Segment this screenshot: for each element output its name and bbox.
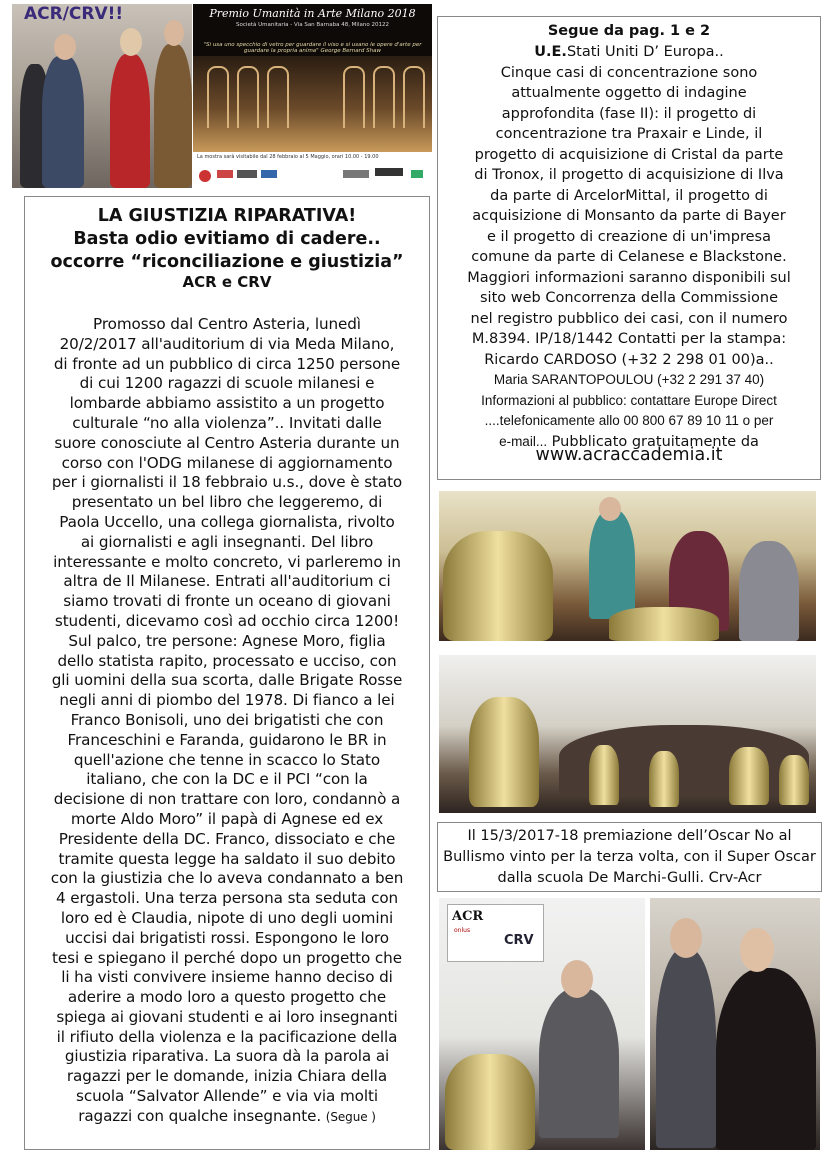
photo-caption-box [437, 822, 822, 892]
segue-label: (Segue ) [325, 1109, 376, 1124]
body-line: tramite questa legge ha saldato il suo debito [58, 849, 396, 868]
photo-award-ceremony-1 [439, 491, 816, 641]
body-line: altra de Il Milanese. Entrati all'auditorium ci [63, 572, 391, 591]
body-line: lombarde abbiamo assistito a un progetto [69, 394, 385, 413]
body-line: di fronte ad un pubblico di circa 1250 persone [53, 354, 401, 373]
ue-line: approfondita (fase II): il progetto di [501, 105, 757, 122]
person-figure [539, 988, 619, 1138]
body-line: Franceschini e Faranda, guidarono le BR in [67, 730, 387, 749]
website-link[interactable]: www.acraccademia.it [535, 445, 723, 465]
body-line: quell'azione che tenne in scacco lo Stato [73, 750, 381, 769]
person-figure [716, 968, 816, 1150]
body-line: ragazzi per le domande, inizia Chiara della [66, 1067, 388, 1086]
body-line: italiano, che con la DC e il PCI “con la [86, 770, 368, 789]
body-line: di cui 1200 ragazzi di scuole milanesi e [79, 374, 375, 393]
article-body [33, 315, 421, 1128]
ue-small-line: ....telefonicamente allo 00 800 67 89 10 11 o per [484, 413, 774, 428]
logo-onlus-text: onlus [454, 927, 471, 934]
body-line: Promosso dal Centro Asteria, lunedì [93, 315, 361, 333]
person-head [120, 28, 142, 56]
ue-line: comune da parte di Celanese e Blackstone. [471, 249, 787, 265]
ue-line: Maggiori informazioni saranno disponibili sul [467, 269, 791, 286]
trophy [729, 747, 769, 805]
poster-title: Premio Umanità in Arte Milano 2018 [209, 7, 416, 20]
ue-line: nel registro pubblico dei casi, con il numero [470, 310, 788, 327]
body-line: ragazzi con qualche insegnante. [78, 1106, 322, 1125]
person-figure [154, 44, 192, 188]
person-figure [42, 56, 84, 188]
trophy [445, 1054, 535, 1150]
body-line: con la giustizia che lo aveva condannato a ben [50, 869, 404, 888]
body-line: Sul palco, tre persone: Agnese Moro, figlia [68, 631, 386, 650]
ue-line: acquisizione di Monsanto da parte di Bayer [472, 208, 786, 224]
body-line: corso con l'ODG milanese di aggiornamento [61, 453, 393, 472]
article-giustizia-riparativa [24, 196, 430, 1150]
body-line: dello statista rapito, processato e ucciso, con [57, 651, 397, 670]
body-line: Paola Uccello, una collega giornalista, rivolto [59, 512, 395, 531]
ue-line: da parte di ArcelorMittal, il progetto di [490, 187, 768, 204]
ue-line: Ricardo CARDOSO (+32 2 298 01 00)a.. [484, 351, 774, 368]
body-line: 20/2/2017 all'auditorium di via Meda Milano, [59, 334, 395, 353]
body-line-last [33, 1107, 421, 1128]
sponsor-logo [411, 170, 423, 178]
ue-email: e-mail... [499, 433, 548, 449]
person-figure [589, 509, 635, 619]
body-line: scuola “Salvator Allende” e via via molti [76, 1087, 378, 1106]
body-line: giustizia riparativa. La suora dà la parola ai [64, 1047, 390, 1066]
body-line: siamo trovati di fronte un oceano di giovani [63, 592, 391, 611]
person-figure [110, 54, 150, 188]
acr-crv-logo [447, 904, 544, 962]
trophy [609, 607, 719, 641]
body-line: tesi e spiegano il perché dopo un progetto che [52, 948, 402, 967]
body-line: culturale “no alla violenza”.. Invitati dalle [72, 413, 382, 432]
article-title-line: occorre “riconciliazione e giustizia” [50, 252, 404, 272]
person-figure [656, 948, 716, 1148]
ue-rest: Stati Uniti D’ Europa.. [566, 44, 724, 60]
body-line: suore conosciute al Centro Asteria durante un [54, 433, 400, 452]
ue-small-line: Maria SARANTOPOULOU (+32 2 291 37 40) [493, 372, 765, 387]
sponsor-logo [217, 170, 233, 178]
body-line: morte Aldo Moro” il papà di Agnese ed ex [70, 809, 384, 828]
person-head [561, 960, 593, 998]
poster-quote: "Si usa uno specchio di vetro per guardare il viso e si usano le opere d'arte per guardare la propria anima" George Bernard Shaw [203, 42, 422, 54]
logo-acr-text: ACR [452, 909, 484, 924]
photo-speaker-woman [650, 898, 820, 1150]
poster-dates: La mostra sarà visitabile dal 28 febbraio al 5 Maggio, orari 10.00 - 19.00 [197, 154, 379, 160]
logo-crv-text: CRV [504, 933, 534, 948]
body-line: ai giornalisti e agli insegnanti. Del libro [80, 532, 374, 551]
trophy [649, 751, 679, 807]
body-line: Franco Bonisoli, uno dei brigatisti che con [70, 710, 384, 729]
trophy [443, 531, 553, 641]
body-line: il rifiuto della violenza e la pacificazione della [56, 1027, 398, 1046]
ue-line: Cinque casi di concentrazione sono [500, 64, 758, 81]
body-line: spiega ai giovani studenti e ai loro insegnanti [56, 1007, 398, 1026]
photo-award-group [12, 4, 192, 188]
ue-line: attualmente oggetto di indagine [511, 85, 747, 101]
ue-bold: U.E. [534, 44, 567, 60]
ue-line: e il progetto di creazione di un'impresa [487, 228, 771, 245]
person-figure [739, 541, 799, 641]
trophy [469, 697, 539, 807]
ue-body [444, 42, 814, 452]
body-line: 4 ergastoli. Una terza persona sta seduta con [55, 889, 399, 908]
photo-label: ACR/CRV!! [24, 4, 124, 24]
body-line: Presidente della DC. Franco, dissociato e che [58, 829, 396, 848]
article-title-line: Basta odio evitiamo di cadere.. [73, 229, 381, 249]
person-head [54, 34, 76, 60]
body-line: negli anni di piombo del 1978. Di fianco a lei [59, 691, 395, 710]
ue-line: M.8394. IP/18/1442 Contatti per la stampa: [471, 331, 787, 347]
person-head [164, 20, 184, 46]
body-line: per i giornalisti il 18 febbraio u.s., dove è stato [51, 473, 403, 492]
person-head [599, 497, 621, 521]
continued-header: Segue da pag. 1 e 2 [547, 23, 711, 39]
sponsor-logo [375, 168, 403, 176]
trophy [779, 755, 809, 805]
sponsor-logo [261, 170, 277, 178]
exhibition-poster [193, 4, 432, 188]
body-line: studenti, dicevamo così ad occhio circa 1200! [54, 611, 400, 630]
body-line: decisione di non trattare con loro, condannò a [53, 790, 401, 809]
ue-small-line: Informazioni al pubblico: contattare Europe Direct [481, 392, 777, 408]
body-line: gli uomini della sua scorta, dalle Brigate Rosse [51, 671, 403, 690]
body-line: aderire a modo loro a questo progetto che [67, 988, 387, 1007]
sponsor-logo [237, 170, 257, 178]
ue-title-line [444, 42, 814, 63]
sponsor-logo [199, 170, 211, 182]
sponsor-logo [343, 170, 369, 178]
body-line: interessante e molto concreto, vi parleremo in [53, 552, 401, 571]
article-byline: ACR e CRV [182, 273, 272, 291]
ue-line: di Tronox, il progetto di acquisizione di Ilva [474, 167, 784, 183]
ue-line: concentrazione tra Praxair e Linde, il [495, 126, 763, 142]
article-ue-concentrazioni [437, 16, 821, 480]
trophy [589, 745, 619, 805]
article-title-line: LA GIUSTIZIA RIPARATIVA! [97, 206, 357, 226]
ue-line: sito web Concorrenza della Commissione [479, 290, 778, 306]
photo-award-ceremony-2 [439, 655, 816, 813]
photo-caption: Il 15/3/2017-18 premiazione dell’Oscar No al Bullismo vinto per la terza volta, con il Super Oscar dalla scuola De Marchi-Gulli. Crv-Acr [443, 828, 816, 886]
poster-subtitle: Società Umanitaria - Via San Barnaba 48, Milano 20122 [236, 22, 389, 28]
person-head [740, 928, 774, 972]
body-line: uccisi dai brigatisti rossi. Espongono le loro [65, 928, 389, 947]
body-line: loro ed è Claudia, nipote di uno degli uomini [60, 908, 394, 927]
article-title [25, 205, 429, 274]
photo-speaker-man [439, 898, 645, 1150]
body-line: li ha visti convivere insieme hanno deciso di [61, 968, 393, 987]
person-head [670, 918, 702, 958]
body-line: presentato un bel libro che leggeremo, di [71, 493, 383, 512]
ue-line: progetto di acquisizione di Cristal da parte [474, 146, 784, 163]
ue-published: Pubblicato gratuitamente da [547, 433, 759, 450]
